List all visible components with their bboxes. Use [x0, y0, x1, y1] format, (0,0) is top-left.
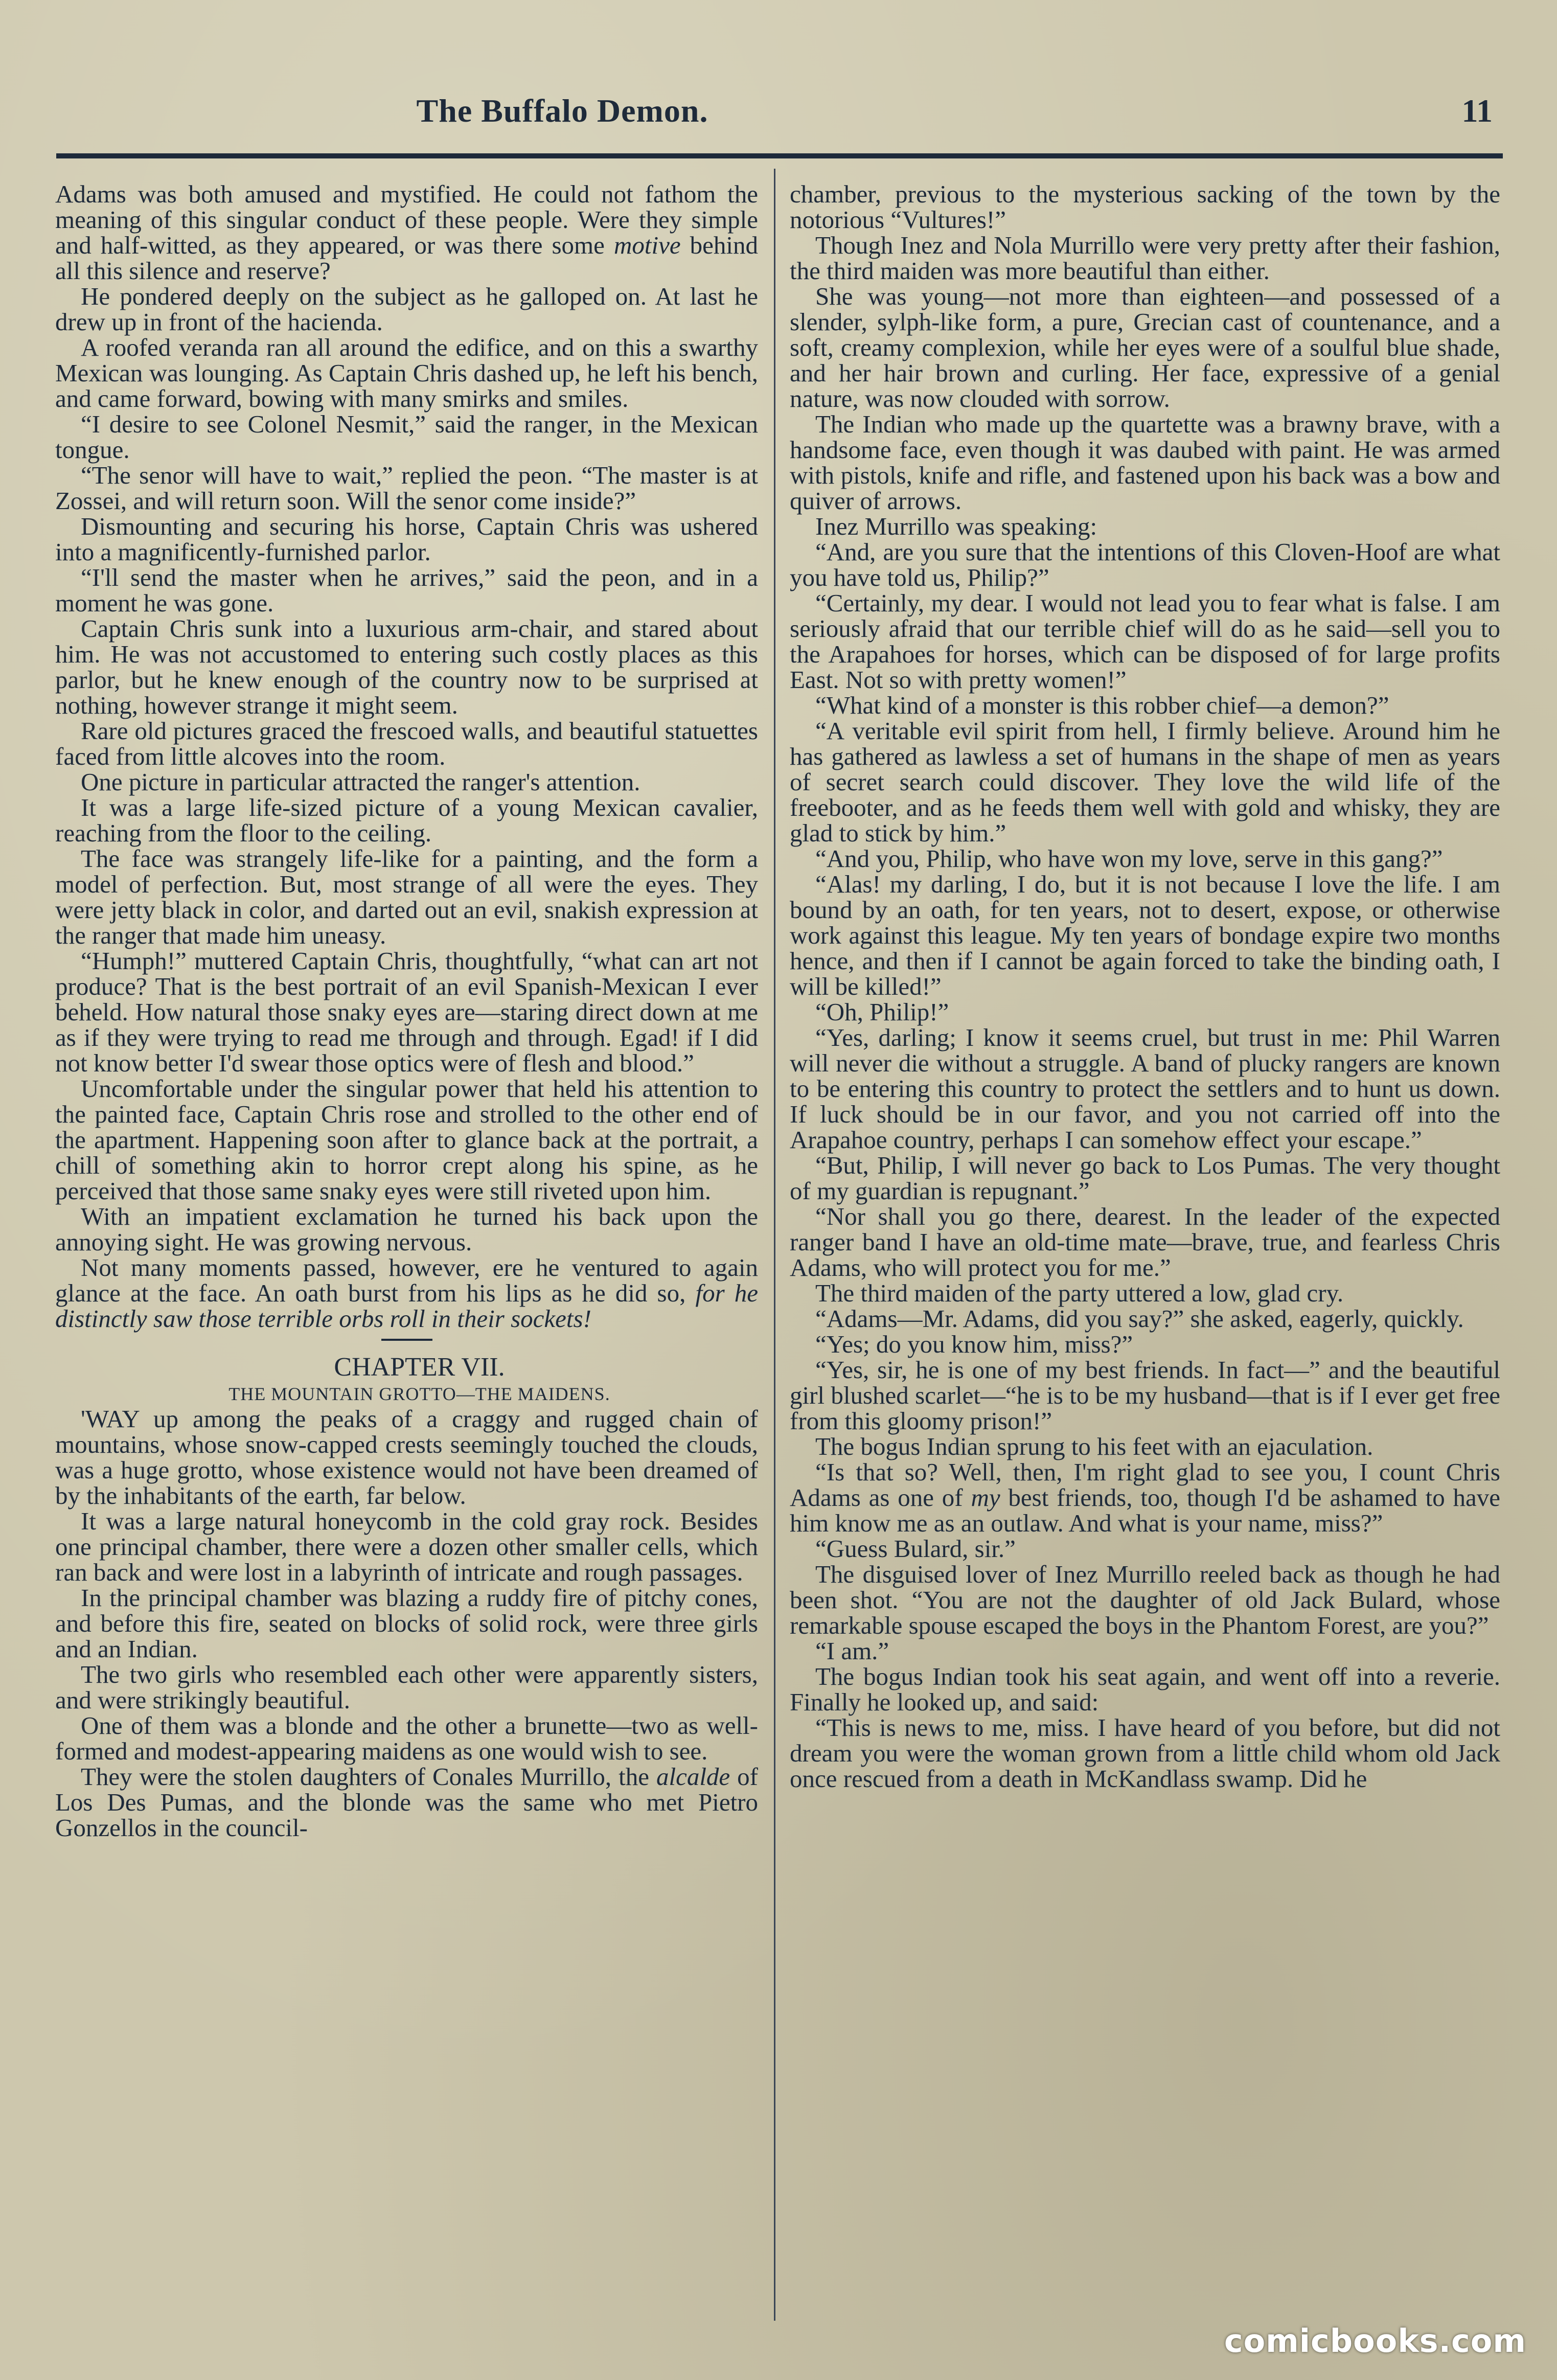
paragraph: “The senor will have to wait,” replied the peon. “The master is at Zossei, and will return soon. Will the senor come inside?” [55, 461, 758, 515]
paragraph: “Nor shall you go there, dearest. In the leader of the expected ranger band I have an old-time mate—brave, true, and fearless Chris Adams, who will protect you for me.” [790, 1202, 1500, 1281]
page-number: 11 [1461, 93, 1493, 129]
paragraph: The face was strangely life-like for a painting, and the form a model of perfection. But, most strange of all were the eyes. They were jetty black in color, and darted out an evil, snakish expression at the ranger that made him uneasy. [55, 844, 758, 949]
paragraph: With an impatient exclamation he turned his back upon the annoying sight. He was growing nervous. [55, 1202, 758, 1256]
paragraph: Dismounting and securing his horse, Captain Chris was ushered into a magnificently-furnished parlor. [55, 512, 758, 566]
left-column [55, 181, 758, 2313]
right-column [790, 181, 1500, 2313]
paragraph: “I am.” [815, 1637, 889, 1665]
paragraph: It was a large natural honeycomb in the cold gray rock. Besides one principal chamber, there were a dozen other smaller cells, which ran back and were lost in a labyrinth of intricate and rough passages. [55, 1507, 758, 1586]
paragraph: “What kind of a monster is this robber chief—a demon?” [815, 691, 1389, 719]
paragraph: “I desire to see Colonel Nesmit,” said the ranger, in the Mexican tongue. [55, 410, 758, 464]
paragraph: It was a large life-sized picture of a young Mexican cavalier, reaching from the floor to the ceiling. [55, 793, 758, 847]
paragraph: 'WAY up among the peaks of a craggy and rugged chain of mountains, whose snow-capped crests seemingly touched the clouds, was a huge grotto, whose existence would not have been dreamed of by the inhabitants of the earth, far below. [55, 1405, 758, 1509]
section-divider [381, 1339, 432, 1341]
paragraph: “Guess Bulard, sir.” [815, 1535, 1016, 1563]
running-title: The Buffalo Demon. [416, 93, 708, 129]
paragraph: She was young—not more than eighteen—and possessed of a slender, sylph-like form, a pure, Grecian cast of countenance, and a soft, creamy complexion, while her eyes were of a soulful blue shade, and her hair brown and curling. Her face, expressive of a genial nature, was now clouded with sorrow. [790, 282, 1500, 413]
paragraph: One picture in particular attracted the ranger's attention. [81, 768, 640, 796]
paragraph: He pondered deeply on the subject as he galloped on. At last he drew up in front of the hacienda. [55, 282, 758, 336]
paragraph: “Certainly, my dear. I would not lead you to fear what is false. I am seriously afraid that our terrible chief will do as he said—sell you to the Arapahoes for horses, which can be disposed of for large profits East. Not so with pretty women!” [790, 589, 1500, 694]
paragraph: One of them was a blonde and the other a brunette—two as well-formed and modest-appearing maidens as one would wish to see. [55, 1711, 758, 1765]
watermark: comicbooks.com [1224, 2322, 1526, 2360]
paragraph: “And you, Philip, who have won my love, serve in this gang?” [815, 844, 1443, 873]
paragraph: A roofed veranda ran all around the edifice, and on this a swarthy Mexican was lounging. As Captain Chris dashed up, he left his bench, and came forward, bowing with many smirks and smiles. [55, 333, 758, 413]
paragraph: chamber, previous to the mysterious sacking of the town by the notorious “Vultures!” [790, 181, 1500, 234]
page-header [51, 87, 1503, 148]
paragraph: “Yes; do you know him, miss?” [815, 1330, 1133, 1358]
paragraph: The bogus Indian took his seat again, and went off into a reverie. Finally he looked up, and said: [790, 1662, 1500, 1716]
paragraph: “Oh, Philip!” [815, 998, 949, 1026]
header-rule [56, 153, 1503, 158]
paragraph: Inez Murrillo was speaking: [815, 512, 1097, 540]
chapter-title: CHAPTER VII. [334, 1353, 505, 1382]
paragraph: “A veritable evil spirit from hell, I firmly believe. Around him he has gathered as lawless a set of humans in the shape of men as years of secret search could discover. They love the wild life of the freebooter, and as he feeds them well with gold and whisky, they are glad to stick by him.” [790, 717, 1500, 847]
paragraph: Uncomfortable under the singular power that held his attention to the painted face, Captain Chris rose and strolled to the other end of the apartment. Happening soon after to glance back at the portrait, a chill of something akin to horror crept along his spine, as he perceived that those same snaky eyes were still riveted upon him. [55, 1074, 758, 1205]
chapter-subtitle: THE MOUNTAIN GROTTO—THE MAIDENS. [228, 1384, 610, 1404]
paragraph: The two girls who resembled each other were apparently sisters, and were strikingly beautiful. [55, 1660, 758, 1714]
column-divider [774, 169, 775, 2321]
paragraph: “Humph!” muttered Captain Chris, thoughtfully, “what can art not produce? That is the best portrait of an evil Spanish-Mexican I ever beheld. How natural those snaky eyes are—staring direct down at me as if they were trying to read me through and through. Egad! if I did not know better I'd swear those optics were of flesh and blood.” [55, 947, 758, 1077]
paragraph: Though Inez and Nola Murrillo were very pretty after their fashion, the third maiden was more beautiful than either. [790, 231, 1500, 285]
paragraph: Adams was both amused and mystified. He could not fathom the meaning of this singular conduct of these people. Were they simple and half-witted, as they appeared, or was there some motive behind all this silence and reserve? [55, 181, 758, 285]
paragraph: “And, are you sure that the intentions of this Cloven-Hoof are what you have told us, Philip?” [790, 538, 1500, 591]
paragraph: Captain Chris sunk into a luxurious arm-chair, and stared about him. He was not accustomed to entering such costly places as this parlor, but he knew enough of the country now to be surprised at nothing, however strange it might seem. [55, 614, 758, 719]
paragraph: Not many moments passed, however, ere he ventured to again glance at the face. An oath burst from his lips as he did so, for he distinctly saw those terrible orbs roll in their sockets! [55, 1253, 758, 1333]
paragraph: “Yes, darling; I know it seems cruel, but trust in me: Phil Warren will never die without a struggle. A band of plucky rangers are known to be entering this country to protect the settlers and to hunt us down. If luck should be in our favor, and you not carried off into the Arapahoe country, perhaps I can somehow effect your escape.” [790, 1023, 1500, 1154]
paragraph: They were the stolen daughters of Conales Murrillo, the alcalde of Los Des Pumas, and the blonde was the same who met Pietro Gonzellos in the council- [55, 1763, 758, 1842]
paragraph: “Alas! my darling, I do, but it is not because I love the life. I am bound by an oath, for ten years, not to desert, expose, or otherwise work against this league. My ten years of bondage expire two months hence, and then if I cannot be again forced to take the binding oath, I will be killed!” [790, 870, 1500, 1000]
paragraph: “But, Philip, I will never go back to Los Pumas. The very thought of my guardian is repugnant.” [790, 1151, 1500, 1205]
paragraph: “Yes, sir, he is one of my best friends. In fact—” and the beautiful girl blushed scarlet—“he is to be my husband—that is if I ever get free from this gloomy prison!” [790, 1356, 1500, 1435]
paragraph: “This is news to me, miss. I have heard of you before, but did not dream you were the woman grown from a little child whom old Jack once rescued from a death in McKandlass swamp. Did he [790, 1713, 1500, 1793]
paragraph: The third maiden of the party uttered a low, glad cry. [815, 1279, 1344, 1307]
paragraph: Rare old pictures graced the frescoed walls, and beautiful statuettes faced from little alcoves into the room. [55, 717, 758, 770]
paragraph: The bogus Indian sprung to his feet with an ejaculation. [815, 1432, 1373, 1460]
paragraph: The Indian who made up the quartette was a brawny brave, with a handsome face, even though it was daubed with paint. He was armed with pistols, knife and rifle, and fastened upon his back was a bow and quiver of arrows. [790, 410, 1500, 515]
paragraph: “I'll send the master when he arrives,” said the peon, and in a moment he was gone. [55, 563, 758, 617]
paragraph: “Adams—Mr. Adams, did you say?” she asked, eagerly, quickly. [815, 1305, 1464, 1333]
paragraph: The disguised lover of Inez Murrillo reeled back as though he had been shot. “You are not the daughter of old Jack Bulard, whose remarkable spouse escaped the boys in the Phantom Forest, are you?” [790, 1560, 1500, 1639]
paragraph: In the principal chamber was blazing a ruddy fire of pitchy cones, and before this fire, seated on blocks of solid rock, were three girls and an Indian. [55, 1584, 758, 1663]
paragraph: “Is that so? Well, then, I'm right glad to see you, I count Chris Adams as one of my best friends, too, though I'd be ashamed to have him know me as an outlaw. And what is your name, miss?” [790, 1458, 1500, 1537]
